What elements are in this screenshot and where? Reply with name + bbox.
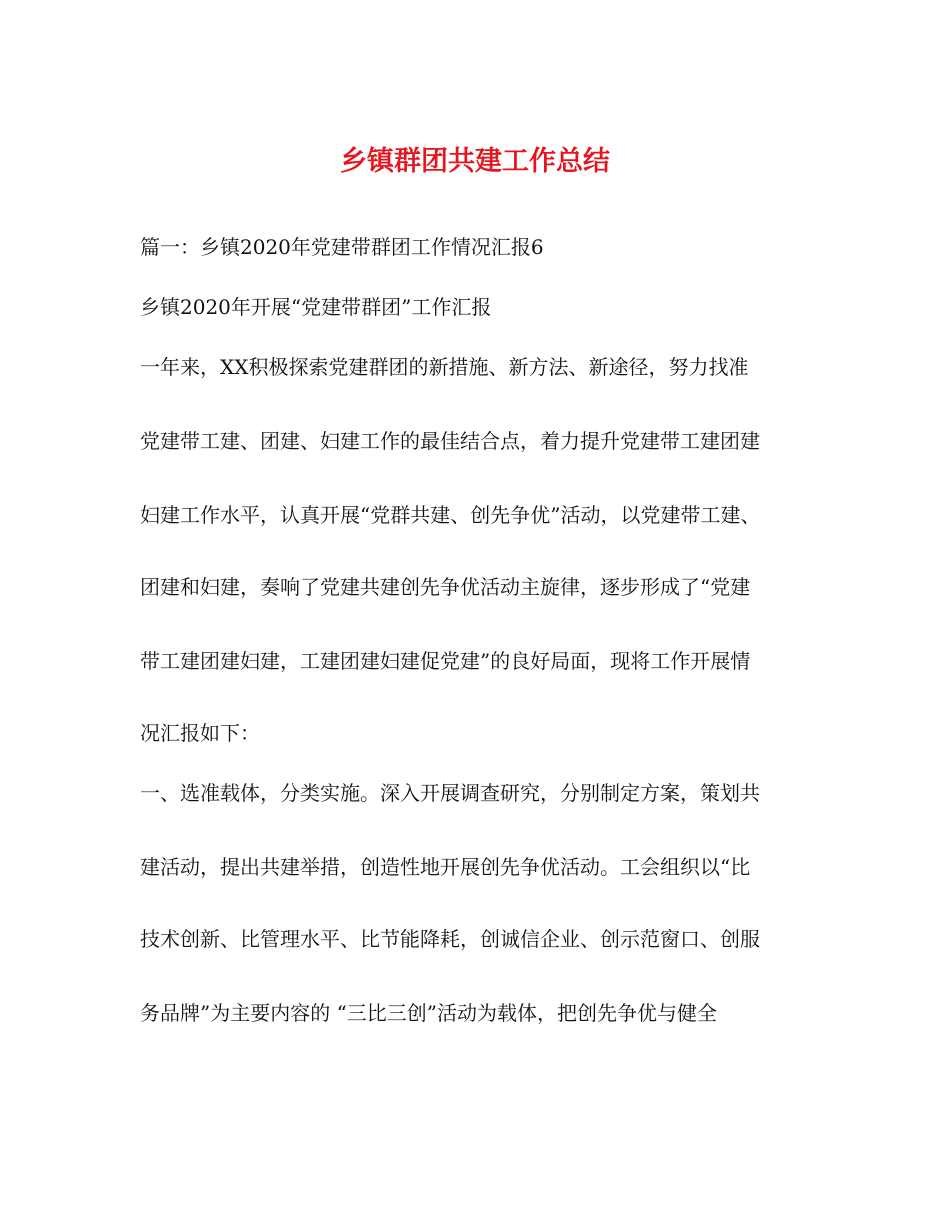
paragraph-line: 带工建团建妇建，工建团建妇建促党建”的良好局面，现将工作开展情 bbox=[140, 649, 751, 673]
paragraph-line: 一、选准载体，分类实施。深入开展调查研究，分别制定方案，策划共 bbox=[140, 781, 760, 805]
paragraph-line: 团建和妇建，奏响了党建共建创先争优活动主旋律，逐步形成了“党建 bbox=[140, 575, 751, 599]
paragraph-line: 建活动，提出共建举措，创造性地开展创先争优活动。工会组织以“比 bbox=[140, 855, 751, 879]
paragraph-line: 技术创新、比管理水平、比节能降耗，创诚信企业、创示范窗口、创服 bbox=[140, 927, 760, 951]
paragraph-line: 党建带工建、团建、妇建工作的最佳结合点，着力提升党建带工建团建 bbox=[140, 429, 760, 453]
document-title: 乡镇群团共建工作总结 bbox=[340, 146, 610, 177]
paragraph-line: 务品牌”为主要内容的 “三比三创”活动为载体，把创先争优与健全 bbox=[140, 1001, 718, 1025]
paragraph-line: 况汇报如下： bbox=[140, 721, 260, 745]
paragraph-line: 一年来，XX积极探索党建群团的新措施、新方法、新途径，努力找准 bbox=[140, 355, 749, 379]
paragraph-line: 妇建工作水平，认真开展“党群共建、创先争优”活动，以党建带工建、 bbox=[140, 503, 761, 527]
paragraph-line: 乡镇2020年开展“党建带群团”工作汇报 bbox=[140, 295, 492, 319]
paragraph-line: 篇一：乡镇2020年党建带群团工作情况汇报6 bbox=[140, 235, 544, 259]
